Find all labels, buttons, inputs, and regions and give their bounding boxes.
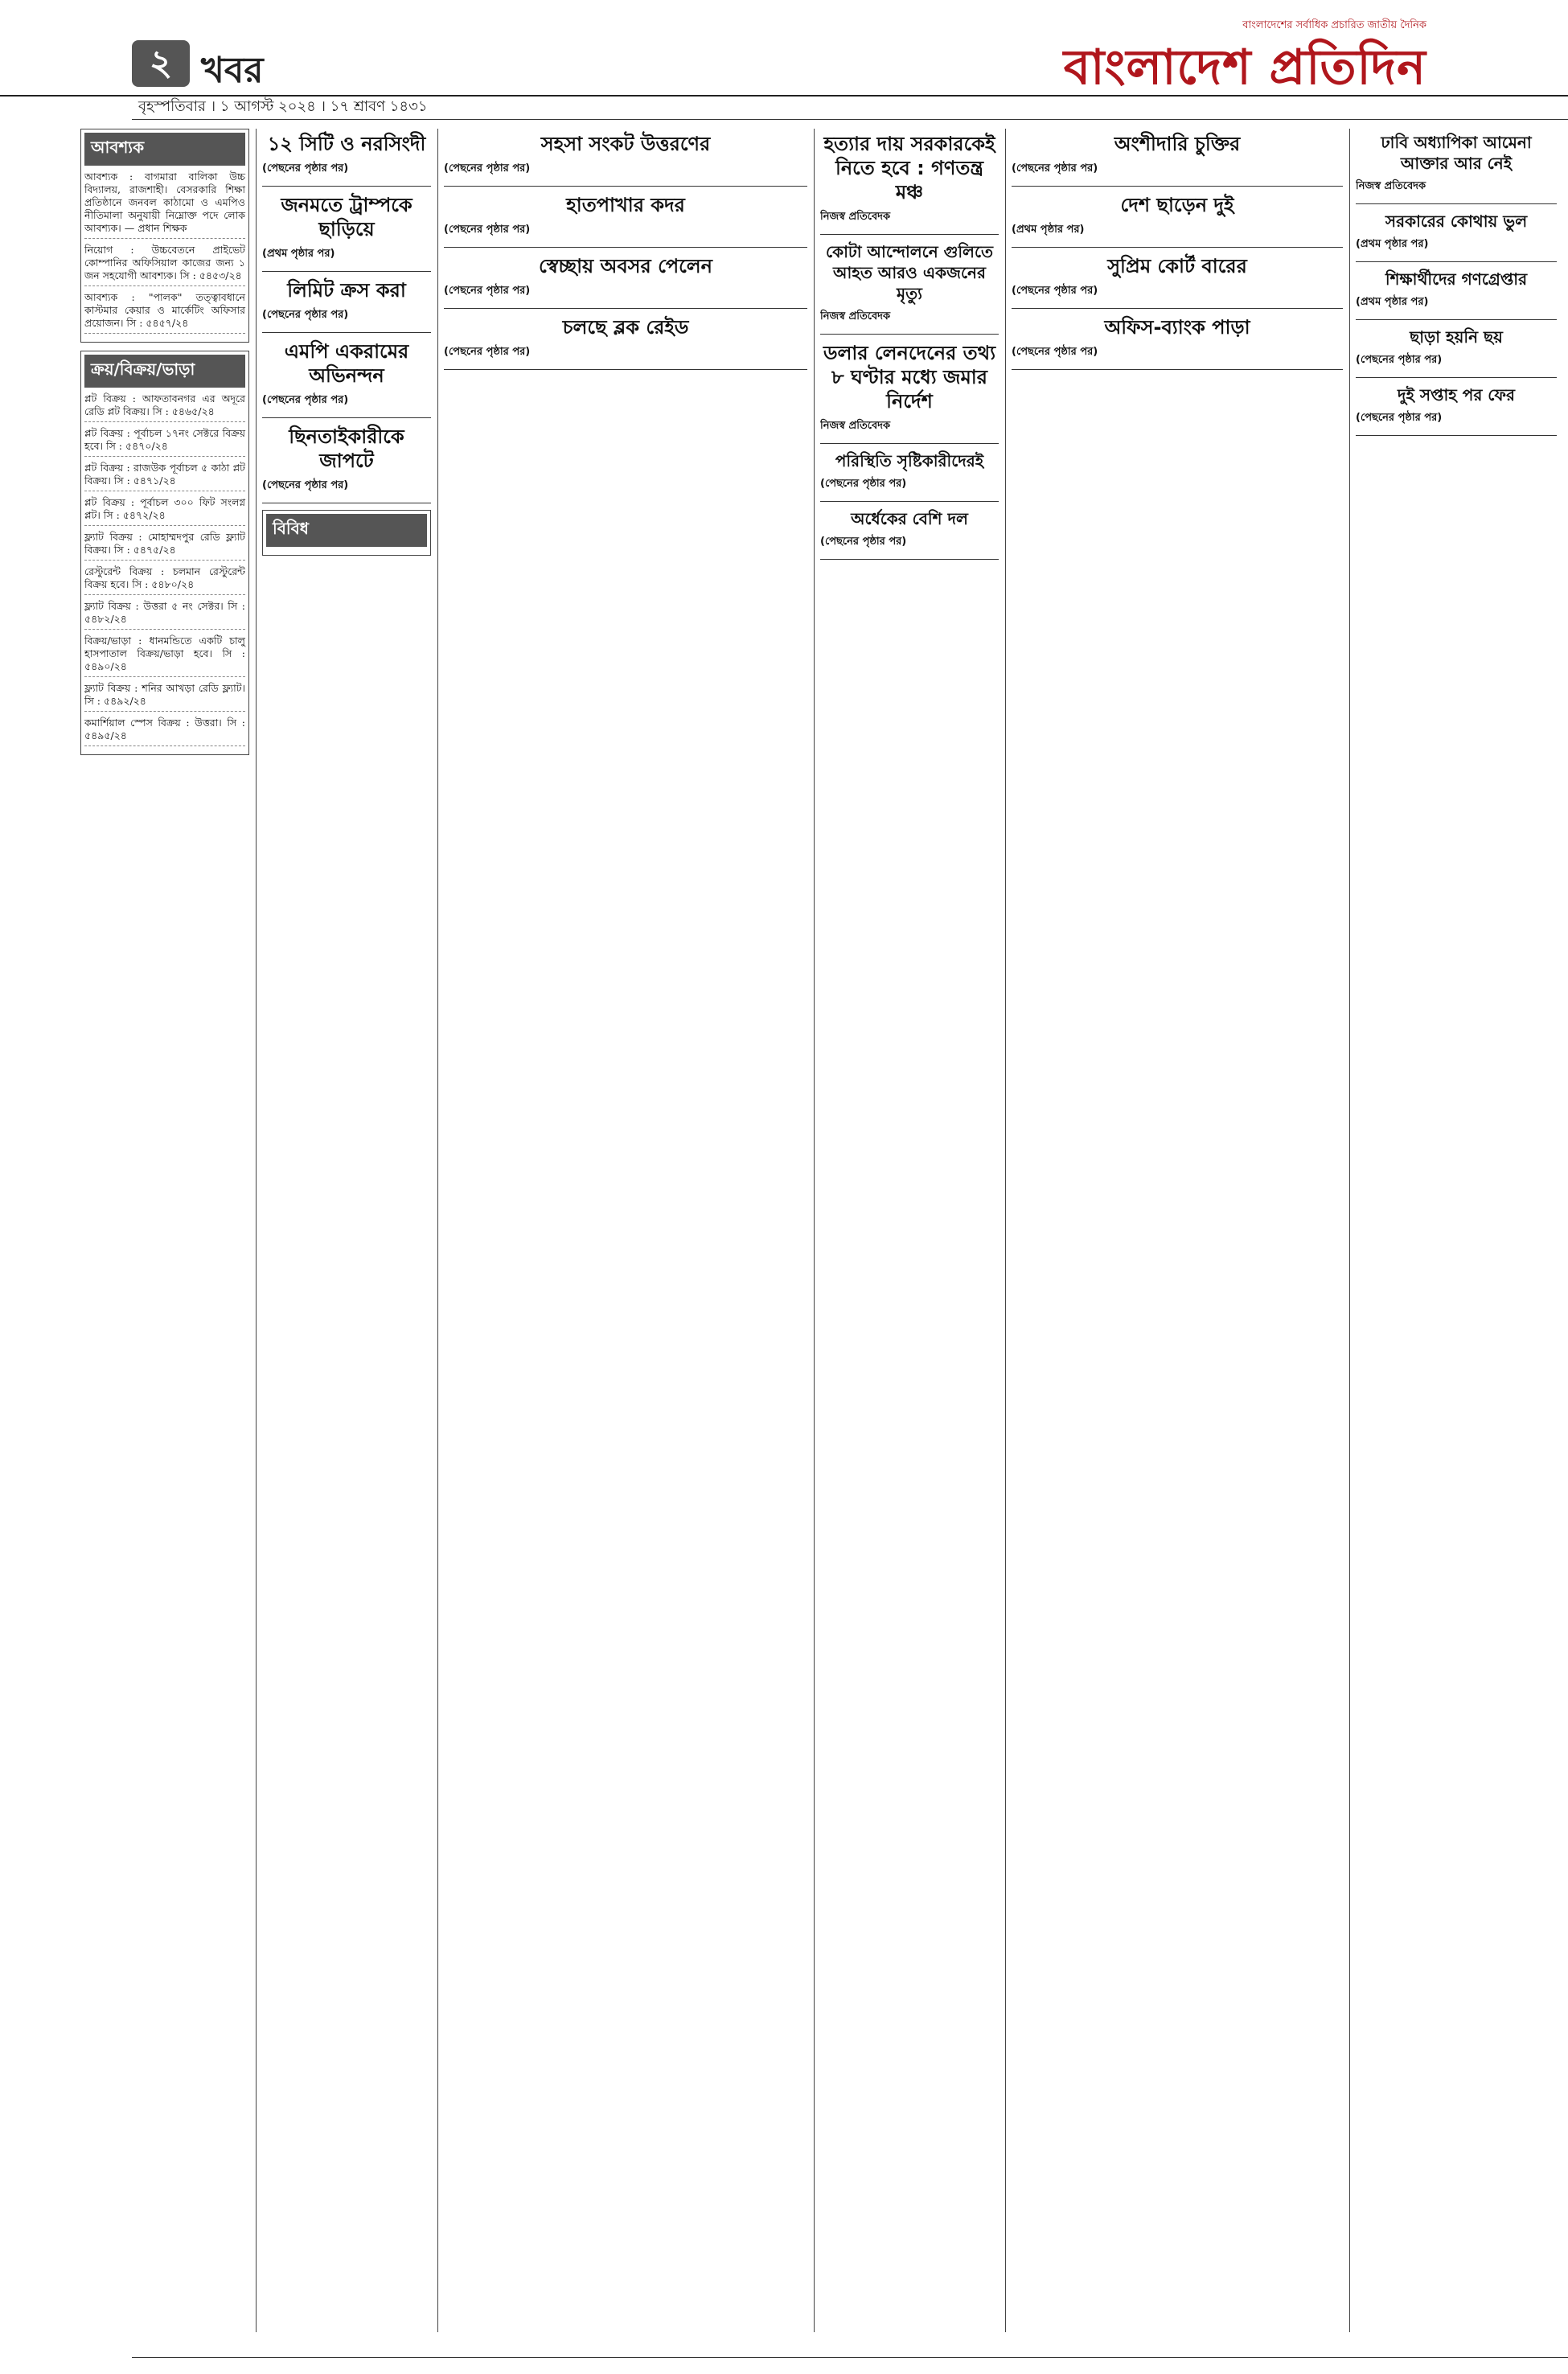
headline: অংশীদারি চুক্তির bbox=[1114, 133, 1241, 155]
headline: ছিনতাইকারীকে জাপটে bbox=[289, 425, 404, 472]
classifieds-column bbox=[80, 129, 249, 2332]
story bbox=[1356, 384, 1557, 436]
dateline: বৃহস্পতিবার । ১ আগস্ট ২০২৪ । ১৭ শ্রাবণ ১৪৩১ bbox=[138, 98, 428, 115]
classified-ad: ফ্ল্যাট বিক্রয় : শনির আখড়া রেডি ফ্ল্যাট। সি : ৫৪৯২/২৪ bbox=[84, 682, 245, 712]
story-lead: (প্রথম পৃষ্ঠার পর) bbox=[262, 248, 335, 260]
story-lead: (পেছনের পৃষ্ঠার পর) bbox=[262, 479, 349, 491]
classified-ad: আবশ্যক : বাগমারা বালিকা উচ্চ বিদ্যালয়, রাজশাহী। বেসরকারি শিক্ষা প্রতিষ্ঠানে জনবল কাঠামো ও এমপিও নীতিমালা অনুযায়ী নিম্নোক্ত পদে লোক আবশ্যক। — প্রধান শিক্ষক bbox=[84, 170, 245, 239]
headline: চলছে ব্লক রেইড bbox=[562, 316, 689, 339]
story bbox=[1012, 132, 1343, 187]
story-byline: নিজস্ব প্রতিবেদক bbox=[820, 310, 891, 322]
news-column-5 bbox=[1012, 129, 1343, 2332]
misc-title: বিবিধ bbox=[266, 514, 427, 547]
story-lead: (পেছনের পৃষ্ঠার পর) bbox=[820, 536, 907, 548]
headline: কোটা আন্দোলনে গুলিতে আহত আরও একজনের মৃত্যু bbox=[825, 242, 994, 303]
headline: ডলার লেনদেনের তথ্য ৮ ঘণ্টার মধ্যে জমার নির্দেশ bbox=[823, 342, 996, 413]
story-lead: (পেছনের পৃষ্ঠার পর) bbox=[1356, 354, 1443, 366]
story bbox=[262, 339, 431, 418]
headline: অর্ধেকের বেশি দল bbox=[851, 509, 968, 528]
column-divider bbox=[1005, 129, 1006, 2332]
headline: সুপ্রিম কোর্ট বারের bbox=[1107, 255, 1247, 277]
story bbox=[820, 508, 999, 560]
story bbox=[444, 132, 807, 187]
headline: জনমতে ট্রাম্পকে ছাড়িয়ে bbox=[281, 194, 413, 240]
wanted-title: আবশ্যক bbox=[84, 133, 245, 166]
story-byline: নিজস্ব প্রতিবেদক bbox=[1356, 180, 1426, 192]
classified-ad: নিয়োগ : উচ্চবেতনে প্রাইভেট কোম্পানির অফিসিয়াল কাজের জন্য ১ জন সহযোগী আবশ্যক। সি : ৫৪৫৩/২৪ bbox=[84, 244, 245, 286]
story-lead: (পেছনের পৃষ্ঠার পর) bbox=[444, 346, 531, 358]
headline: ঢাবি অধ্যাপিকা আমেনা আক্তার আর নেই bbox=[1381, 133, 1532, 173]
classified-ad: ফ্ল্যাট বিক্রয় : উত্তরা ৫ নং সেক্টর। সি : ৫৪৮২/২৪ bbox=[84, 600, 245, 630]
headline: সরকারের কোথায় ভুল bbox=[1385, 212, 1528, 231]
headline: স্বেচ্ছায় অবসর পেলেন bbox=[539, 255, 712, 277]
sale-box bbox=[80, 351, 249, 755]
story-lead: (প্রথম পৃষ্ঠার পর) bbox=[1012, 224, 1085, 236]
news-column-6 bbox=[1356, 129, 1557, 2332]
classified-ad: প্লট বিক্রয় : আফতাবনগর এর অদূরে রেডি প্লট বিক্রয়। সি : ৫৪৬৫/২৪ bbox=[84, 392, 245, 422]
story-lead: (পেছনের পৃষ্ঠার পর) bbox=[820, 478, 907, 490]
story bbox=[1012, 315, 1343, 370]
headline: লিমিট ক্রস করা bbox=[287, 279, 406, 302]
brand-tagline: বাংলাদেশের সর্বাধিক প্রচারিত জাতীয় দৈনিক bbox=[1242, 19, 1426, 31]
story-lead: (পেছনের পৃষ্ঠার পর) bbox=[1012, 162, 1098, 175]
story-byline: নিজস্ব প্রতিবেদক bbox=[820, 420, 891, 432]
story-lead: (পেছনের পৃষ্ঠার পর) bbox=[262, 162, 349, 175]
headline: ১২ সিটি ও নরসিংদী bbox=[267, 133, 426, 155]
headline: এমপি একরামের অভিনন্দন bbox=[284, 340, 409, 387]
story bbox=[262, 425, 431, 503]
footer-rule bbox=[132, 2357, 1568, 2358]
masthead bbox=[0, 0, 1568, 97]
classified-ad: প্লট বিক্রয় : রাজউক পূর্বাচল ৫ কাঠা প্লট বিক্রয়। সি : ৫৪৭১/২৪ bbox=[84, 462, 245, 491]
section-title: খবর bbox=[201, 50, 264, 91]
story-lead: (পেছনের পৃষ্ঠার পর) bbox=[444, 162, 531, 175]
news-column-3 bbox=[444, 129, 807, 2332]
story bbox=[444, 315, 807, 370]
classified-ad: কমার্শিয়াল স্পেস বিক্রয় : উত্তরা। সি : ৫৪৯৫/২৪ bbox=[84, 717, 245, 746]
headline: হাতপাখার কদর bbox=[566, 194, 685, 216]
story bbox=[262, 193, 431, 272]
newspaper-logo: বাংলাদেশ প্রতিদিন bbox=[1063, 39, 1426, 96]
headline: হত্যার দায় সরকারকেই নিতে হবে : গণতন্ত্র মঞ্চ bbox=[823, 133, 995, 203]
story-lead: (পেছনের পৃষ্ঠার পর) bbox=[262, 394, 349, 406]
headline: পরিস্থিতি সৃষ্টিকারীদেরই bbox=[835, 451, 984, 470]
story-lead: (পেছনের পৃষ্ঠার পর) bbox=[262, 309, 349, 321]
header-rule bbox=[132, 119, 1568, 120]
misc-box bbox=[262, 510, 431, 556]
page-number: ২ bbox=[132, 40, 190, 87]
story bbox=[820, 241, 999, 335]
story bbox=[1012, 254, 1343, 309]
headline: দুই সপ্তাহ পর ফের bbox=[1397, 385, 1516, 405]
story-lead: (পেছনের পৃষ্ঠার পর) bbox=[1012, 285, 1098, 297]
story-lead: (পেছনের পৃষ্ঠার পর) bbox=[1012, 346, 1098, 358]
story-byline: নিজস্ব প্রতিবেদক bbox=[820, 211, 891, 223]
headline: সহসা সংকট উত্তরণের bbox=[540, 133, 711, 155]
headline: অফিস-ব্যাংক পাড়া bbox=[1104, 316, 1250, 339]
story bbox=[1012, 193, 1343, 248]
story bbox=[444, 254, 807, 309]
story bbox=[262, 278, 431, 333]
story-lead: (পেছনের পৃষ্ঠার পর) bbox=[444, 285, 531, 297]
classified-ad: রেস্টুরেন্ট বিক্রয় : চলমান রেস্টুরেন্ট বিক্রয় হবে। সি : ৫৪৮০/২৪ bbox=[84, 565, 245, 595]
story bbox=[262, 132, 431, 187]
column-divider bbox=[256, 129, 257, 2332]
story bbox=[820, 341, 999, 444]
story bbox=[444, 193, 807, 248]
classified-ad: ফ্ল্যাট বিক্রয় : মোহাম্মদপুর রেডি ফ্ল্যাট বিক্রয়। সি : ৫৪৭৫/২৪ bbox=[84, 531, 245, 561]
story bbox=[1356, 211, 1557, 262]
column-divider bbox=[814, 129, 815, 2332]
headline: দেশ ছাড়েন দুই bbox=[1120, 194, 1234, 216]
classified-ad: আবশ্যক : "পালক" তত্ত্বাবধানে কাস্টমার কেয়ার ও মার্কেটিং অফিসার প্রয়োজন। সি : ৫৪৫৭/২৪ bbox=[84, 291, 245, 334]
story-lead: (পেছনের পৃষ্ঠার পর) bbox=[444, 224, 531, 236]
news-column-4 bbox=[820, 129, 999, 2332]
story bbox=[1356, 269, 1557, 320]
story-lead: (প্রথম পৃষ্ঠার পর) bbox=[1356, 238, 1429, 250]
classified-ad: বিক্রয়/ভাড়া : ধানমন্ডিতে একটি চালু হাসপাতাল বিক্রয়/ভাড়া হবে। সি : ৫৪৯০/২৪ bbox=[84, 635, 245, 677]
story bbox=[1356, 327, 1557, 378]
story-lead: (পেছনের পৃষ্ঠার পর) bbox=[1356, 412, 1443, 424]
headline: ছাড়া হয়নি ছয় bbox=[1410, 327, 1503, 347]
column-divider bbox=[1349, 129, 1350, 2332]
news-column-2 bbox=[262, 129, 431, 2332]
classified-ad: প্লট বিক্রয় : পূর্বাচল ১৭নং সেক্টরে বিক্রয় হবে। সি : ৫৪৭০/২৪ bbox=[84, 427, 245, 457]
sale-title: ক্রয়/বিক্রয়/ভাড়া bbox=[84, 355, 245, 388]
column-divider bbox=[437, 129, 438, 2332]
story-lead: (প্রথম পৃষ্ঠার পর) bbox=[1356, 296, 1429, 308]
classified-ad: প্লট বিক্রয় : পূর্বাচল ৩০০ ফিট সংলগ্ন প্লট। সি : ৫৪৭২/২৪ bbox=[84, 496, 245, 526]
headline: শিক্ষার্থীদের গণগ্রেপ্তার bbox=[1385, 269, 1528, 289]
story bbox=[1356, 132, 1557, 204]
story bbox=[820, 450, 999, 502]
story bbox=[820, 132, 999, 235]
wanted-box bbox=[80, 129, 249, 343]
